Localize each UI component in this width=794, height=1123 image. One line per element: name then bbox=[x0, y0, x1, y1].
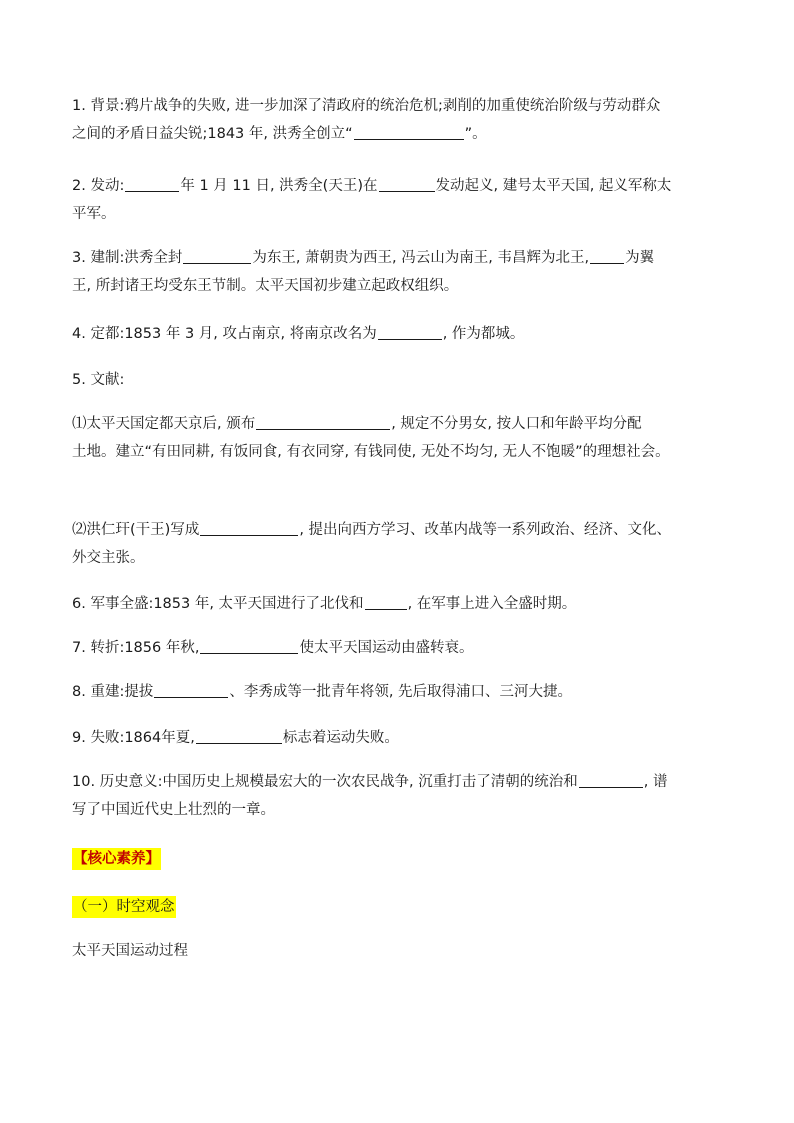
text: 外交主张。 bbox=[72, 550, 145, 566]
body-label: 太平天国运动过程 bbox=[72, 943, 188, 959]
item-5-1 bbox=[72, 410, 732, 466]
text: 5. 文献: bbox=[72, 372, 125, 388]
text: , 谱 bbox=[643, 774, 668, 790]
blank-1[interactable] bbox=[354, 123, 464, 140]
item-4-line-1 bbox=[72, 320, 732, 348]
blank-3b[interactable] bbox=[590, 247, 624, 264]
text: 、李秀成等一批青年将领, 先后取得浦口、三河大捷。 bbox=[229, 684, 573, 700]
section-heading: 【核心素养】 bbox=[72, 848, 161, 870]
item-5-1-line-2 bbox=[72, 438, 732, 466]
text: 3. 建制:洪秀全封 bbox=[72, 250, 183, 266]
blank-2b[interactable] bbox=[379, 175, 435, 192]
text: 年 1 月 11 日, 洪秀全(天王)在 bbox=[180, 178, 378, 194]
item-1-line-1 bbox=[72, 92, 732, 120]
item-3-line-1 bbox=[72, 244, 732, 272]
text: 为翼 bbox=[625, 250, 655, 266]
text: 6. 军事全盛:1853 年, 太平天国进行了北伐和 bbox=[72, 596, 364, 612]
text: 为东王, 萧朝贵为西王, 冯云山为南王, 韦昌辉为北王, bbox=[252, 250, 590, 266]
item-5-2-line-2 bbox=[72, 544, 732, 572]
blank-4[interactable] bbox=[378, 323, 442, 340]
text: 2. 发动: bbox=[72, 178, 125, 194]
text: ⑴太平天国定都天京后, 颁布 bbox=[72, 416, 256, 432]
text: 王, 所封诸王均受东王节制。太平天国初步建立起政权组织。 bbox=[72, 278, 459, 294]
item-4 bbox=[72, 320, 732, 348]
blank-2a[interactable] bbox=[125, 175, 179, 192]
text: 使太平天国运动由盛转衰。 bbox=[299, 640, 474, 656]
item-8-line-1 bbox=[72, 678, 732, 706]
item-1-line-2 bbox=[72, 120, 732, 148]
item-5-2-line-1 bbox=[72, 516, 732, 544]
text: ”。 bbox=[464, 126, 487, 142]
item-1 bbox=[72, 92, 732, 148]
item-8 bbox=[72, 678, 732, 706]
blank-10[interactable] bbox=[579, 771, 643, 788]
text: 写了中国近代史上壮烈的一章。 bbox=[72, 802, 275, 818]
text: 发动起义, 建号太平天国, 起义军称太 bbox=[435, 178, 672, 194]
blank-9[interactable] bbox=[196, 727, 282, 744]
item-9 bbox=[72, 724, 732, 752]
item-10 bbox=[72, 768, 732, 824]
text: , 提出向西方学习、改革内战等一系列政治、经济、文化、 bbox=[299, 522, 672, 538]
item-7 bbox=[72, 634, 732, 662]
item-5 bbox=[72, 366, 732, 394]
item-7-line-1 bbox=[72, 634, 732, 662]
item-10-line-1 bbox=[72, 768, 732, 796]
text: , 在军事上进入全盛时期。 bbox=[407, 596, 577, 612]
item-5-line-1 bbox=[72, 366, 732, 394]
text: 之间的矛盾日益尖锐;1843 年, 洪秀全创立“ bbox=[72, 126, 353, 142]
text: 10. 历史意义:中国历史上规模最宏大的一次农民战争, 沉重打击了清朝的统治和 bbox=[72, 774, 578, 790]
item-6-line-1 bbox=[72, 590, 732, 618]
item-2-line-1 bbox=[72, 172, 732, 200]
blank-5-2[interactable] bbox=[200, 519, 298, 536]
blank-5-1[interactable] bbox=[256, 413, 390, 430]
text: 7. 转折:1856 年秋, bbox=[72, 640, 200, 656]
item-3 bbox=[72, 244, 732, 300]
text: 平军。 bbox=[72, 206, 116, 222]
item-5-1-line-1 bbox=[72, 410, 732, 438]
text: ⑵洪仁玕(干王)写成 bbox=[72, 522, 200, 538]
item-6 bbox=[72, 590, 732, 618]
text: 1. 背景:鸦片战争的失败, 进一步加深了清政府的统治危机;剥削的加重使统治阶级与劳动群众 bbox=[72, 98, 661, 114]
item-2-line-2 bbox=[72, 200, 732, 228]
item-5-2 bbox=[72, 516, 732, 572]
item-2 bbox=[72, 172, 732, 228]
text: 标志着运动失败。 bbox=[282, 730, 399, 746]
text: 土地。建立“有田同耕, 有饭同食, 有衣同穿, 有钱同使, 无处不均匀, 无人不饱暖”的理想社会。 bbox=[72, 444, 670, 460]
blank-8[interactable] bbox=[154, 681, 228, 698]
text: 4. 定都:1853 年 3 月, 攻占南京, 将南京改名为 bbox=[72, 326, 377, 342]
sub-heading: （一）时空观念 bbox=[72, 896, 176, 918]
item-3-line-2 bbox=[72, 272, 732, 300]
blank-6[interactable] bbox=[365, 593, 407, 610]
item-9-line-1 bbox=[72, 724, 732, 752]
item-10-line-2 bbox=[72, 796, 732, 824]
blank-7[interactable] bbox=[200, 637, 298, 654]
text: , 作为都城。 bbox=[442, 326, 525, 342]
text: 8. 重建:提拔 bbox=[72, 684, 154, 700]
text: , 规定不分男女, 按人口和年龄平均分配 bbox=[391, 416, 642, 432]
text: 9. 失败:1864年夏, bbox=[72, 730, 195, 746]
blank-3a[interactable] bbox=[183, 247, 251, 264]
